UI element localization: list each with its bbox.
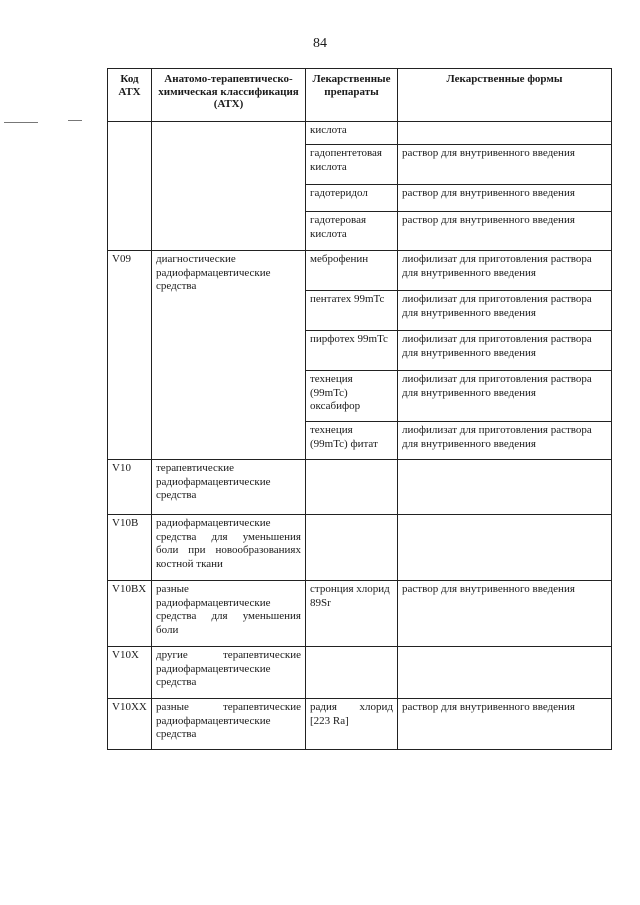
code-cell bbox=[108, 122, 152, 251]
header-drugs: Лекарственные препараты bbox=[306, 69, 398, 122]
table-header-row bbox=[108, 69, 612, 122]
table-row bbox=[108, 581, 612, 647]
drug-cell: гадотеровая кислота bbox=[306, 212, 398, 251]
classification-cell: радиофармацевтические средства для уменьшения боли при новообразованиях костной ткани bbox=[152, 515, 306, 581]
table-row bbox=[108, 515, 612, 581]
drug-cell: радия хлорид [223 Ra] bbox=[306, 699, 398, 750]
form-cell: раствор для внутривенного введения bbox=[398, 212, 612, 251]
form-cell bbox=[398, 515, 612, 581]
drug-cell bbox=[306, 460, 398, 515]
drug-cell: кислота bbox=[306, 122, 398, 145]
drug-cell: технеция (99mTc) оксабифор bbox=[306, 371, 398, 422]
classification-cell: терапевтические радиофармацевтические средства bbox=[152, 460, 306, 515]
drug-cell bbox=[306, 647, 398, 699]
form-cell: лиофилизат для приготовления раствора для внутривенного введения bbox=[398, 251, 612, 291]
form-cell bbox=[398, 122, 612, 145]
header-code: Код АТХ bbox=[108, 69, 152, 122]
classification-cell: разные радиофармацевтические средства для уменьшения боли bbox=[152, 581, 306, 647]
code-cell: V10B bbox=[108, 515, 152, 581]
table-row bbox=[108, 251, 612, 291]
form-cell bbox=[398, 647, 612, 699]
drug-cell: пентатех 99mTc bbox=[306, 291, 398, 331]
form-cell: раствор для внутривенного введения bbox=[398, 185, 612, 212]
table-row bbox=[108, 460, 612, 515]
code-cell: V10 bbox=[108, 460, 152, 515]
form-cell: раствор для внутривенного введения bbox=[398, 145, 612, 185]
code-cell: V10X bbox=[108, 647, 152, 699]
form-cell: лиофилизат для приготовления раствора для внутривенного введения bbox=[398, 331, 612, 371]
code-cell: V09 bbox=[108, 251, 152, 460]
classification-cell bbox=[152, 122, 306, 251]
form-cell bbox=[398, 460, 612, 515]
form-cell: лиофилизат для приготовления раствора для внутривенного введения bbox=[398, 371, 612, 422]
table-row bbox=[108, 122, 612, 145]
scan-mark bbox=[4, 122, 38, 123]
classification-cell: другие терапевтические радиофармацевтические средства bbox=[152, 647, 306, 699]
table-row bbox=[108, 699, 612, 750]
form-cell: лиофилизат для приготовления раствора для внутривенного введения bbox=[398, 291, 612, 331]
drug-cell bbox=[306, 515, 398, 581]
table-row bbox=[108, 647, 612, 699]
header-forms: Лекарственные формы bbox=[398, 69, 612, 122]
drug-cell: стронция хлорид 89Sr bbox=[306, 581, 398, 647]
atx-table bbox=[107, 68, 612, 750]
drug-cell: меброфенин bbox=[306, 251, 398, 291]
code-cell: V10BX bbox=[108, 581, 152, 647]
form-cell: лиофилизат для приготовления раствора для внутривенного введения bbox=[398, 422, 612, 460]
header-classification: Анатомо-терапевтическо-химическая классификация (АТХ) bbox=[152, 69, 306, 122]
form-cell: раствор для внутривенного введения bbox=[398, 699, 612, 750]
classification-cell: диагностические радиофармацевтические средства bbox=[152, 251, 306, 460]
page-number: 84 bbox=[313, 36, 327, 51]
form-cell: раствор для внутривенного введения bbox=[398, 581, 612, 647]
drug-cell: пирфотех 99mTc bbox=[306, 331, 398, 371]
drug-cell: гадотеридол bbox=[306, 185, 398, 212]
code-cell: V10XX bbox=[108, 699, 152, 750]
drug-cell: технеция (99mTc) фитат bbox=[306, 422, 398, 460]
classification-cell: разные терапевтические радиофармацевтические средства bbox=[152, 699, 306, 750]
drug-cell: гадопентетовая кислота bbox=[306, 145, 398, 185]
scan-mark bbox=[68, 120, 82, 121]
